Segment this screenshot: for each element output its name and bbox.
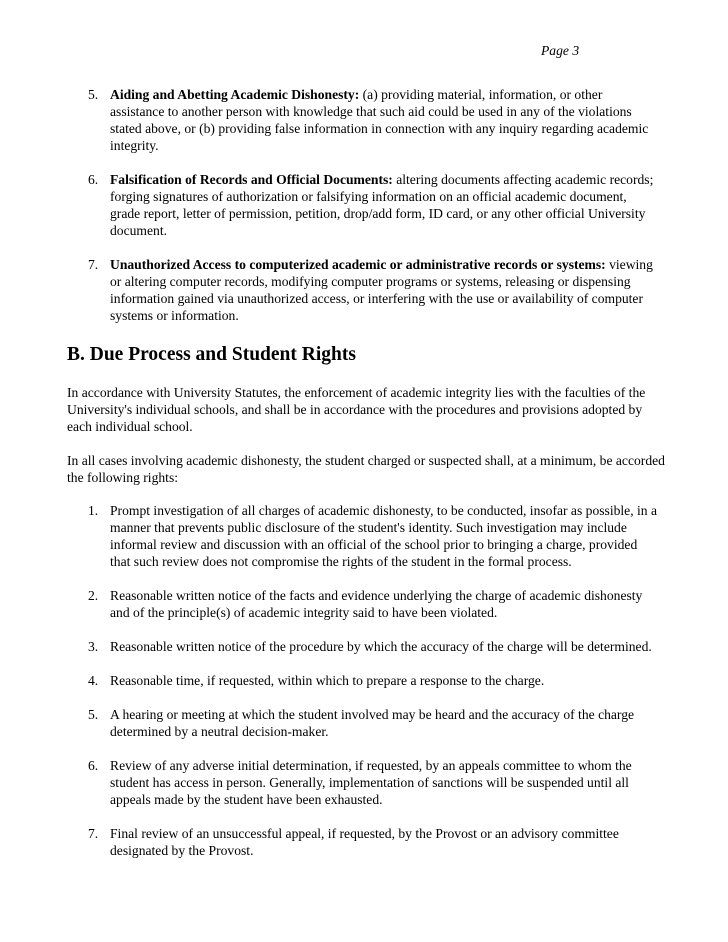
list-number: 5.	[88, 87, 99, 102]
list-number: 6.	[88, 758, 99, 773]
rights-item	[0, 638, 728, 655]
rights-item	[0, 757, 728, 808]
rights-text: Prompt investigation of all charges of academic dishonesty, to be conducted, insofar as possible, in a manner that prevents public disclosure of the student's identity. Such investigation may include informal review and discussion with an official of the school prior to bringing a charge, provided that such review does not compromise the rights of the student in the formal process.	[110, 503, 658, 569]
rights-list	[0, 502, 728, 876]
violation-text: (a) providing material, information, or other assistance to another person with knowledge that such aid could be used in any of the violations stated above, or (b) providing false information in connection with any inquiry regarding academic integrity.	[110, 87, 649, 153]
violation-text: altering documents affecting academic records; forging signatures of authorization or falsifying information on an official academic document, grade report, letter of permission, petition, drop/add form, ID card, or any other official University document.	[110, 172, 654, 238]
rights-item	[0, 672, 728, 689]
rights-text: Final review of an unsuccessful appeal, if requested, by the Provost or an advisory committee designated by the Provost.	[110, 826, 619, 858]
rights-text: Review of any adverse initial determination, if requested, by an appeals committee to whom the student has access in person. Generally, implementation of sanctions will be suspended until all appeals made by the student have been exhausted.	[110, 758, 632, 807]
violation-term: Aiding and Abetting Academic Dishonesty:	[110, 87, 360, 102]
rights-item	[0, 825, 728, 859]
rights-item	[0, 587, 728, 621]
list-number: 3.	[88, 639, 99, 654]
list-number: 1.	[88, 503, 99, 518]
intro-paragraph: In accordance with University Statutes, the enforcement of academic integrity lies with the faculties of the University's individual schools, and shall be in accordance with the procedures and provisions adopted by each individual school.	[67, 385, 646, 434]
list-number: 7.	[88, 257, 99, 272]
rights-text: Reasonable written notice of the procedure by which the accuracy of the charge will be determined.	[110, 639, 652, 654]
section-heading: B. Due Process and Student Rights	[67, 344, 356, 365]
violation-item-falsification	[0, 171, 728, 239]
list-number: 2.	[88, 588, 99, 603]
rights-item	[0, 706, 728, 740]
list-number: 6.	[88, 172, 99, 187]
violation-text: viewing or altering computer records, modifying computer programs or systems, releasing or dispensing information gained via unauthorized access, or interfering with the use or availability of computer systems or information.	[110, 257, 653, 323]
violation-item-aiding	[0, 86, 728, 154]
page-number: Page 3	[541, 43, 580, 58]
violation-term: Unauthorized Access to computerized academic or administrative records or systems:	[110, 257, 606, 272]
rights-intro-paragraph: In all cases involving academic dishonesty, the student charged or suspected shall, at a minimum, be accorded the following rights:	[67, 453, 665, 485]
violation-term: Falsification of Records and Official Documents:	[110, 172, 393, 187]
violations-list	[0, 86, 728, 341]
violation-item-unauthorized-access	[0, 256, 728, 324]
rights-text: Reasonable written notice of the facts and evidence underlying the charge of academic dishonesty and of the principle(s) of academic integrity said to have been violated.	[110, 588, 643, 620]
rights-text: A hearing or meeting at which the student involved may be heard and the accuracy of the charge determined by a neutral decision-maker.	[110, 707, 635, 739]
rights-text: Reasonable time, if requested, within which to prepare a response to the charge.	[110, 673, 545, 688]
list-number: 5.	[88, 707, 99, 722]
list-number: 7.	[88, 826, 99, 841]
rights-item	[0, 502, 728, 570]
list-number: 4.	[88, 673, 99, 688]
